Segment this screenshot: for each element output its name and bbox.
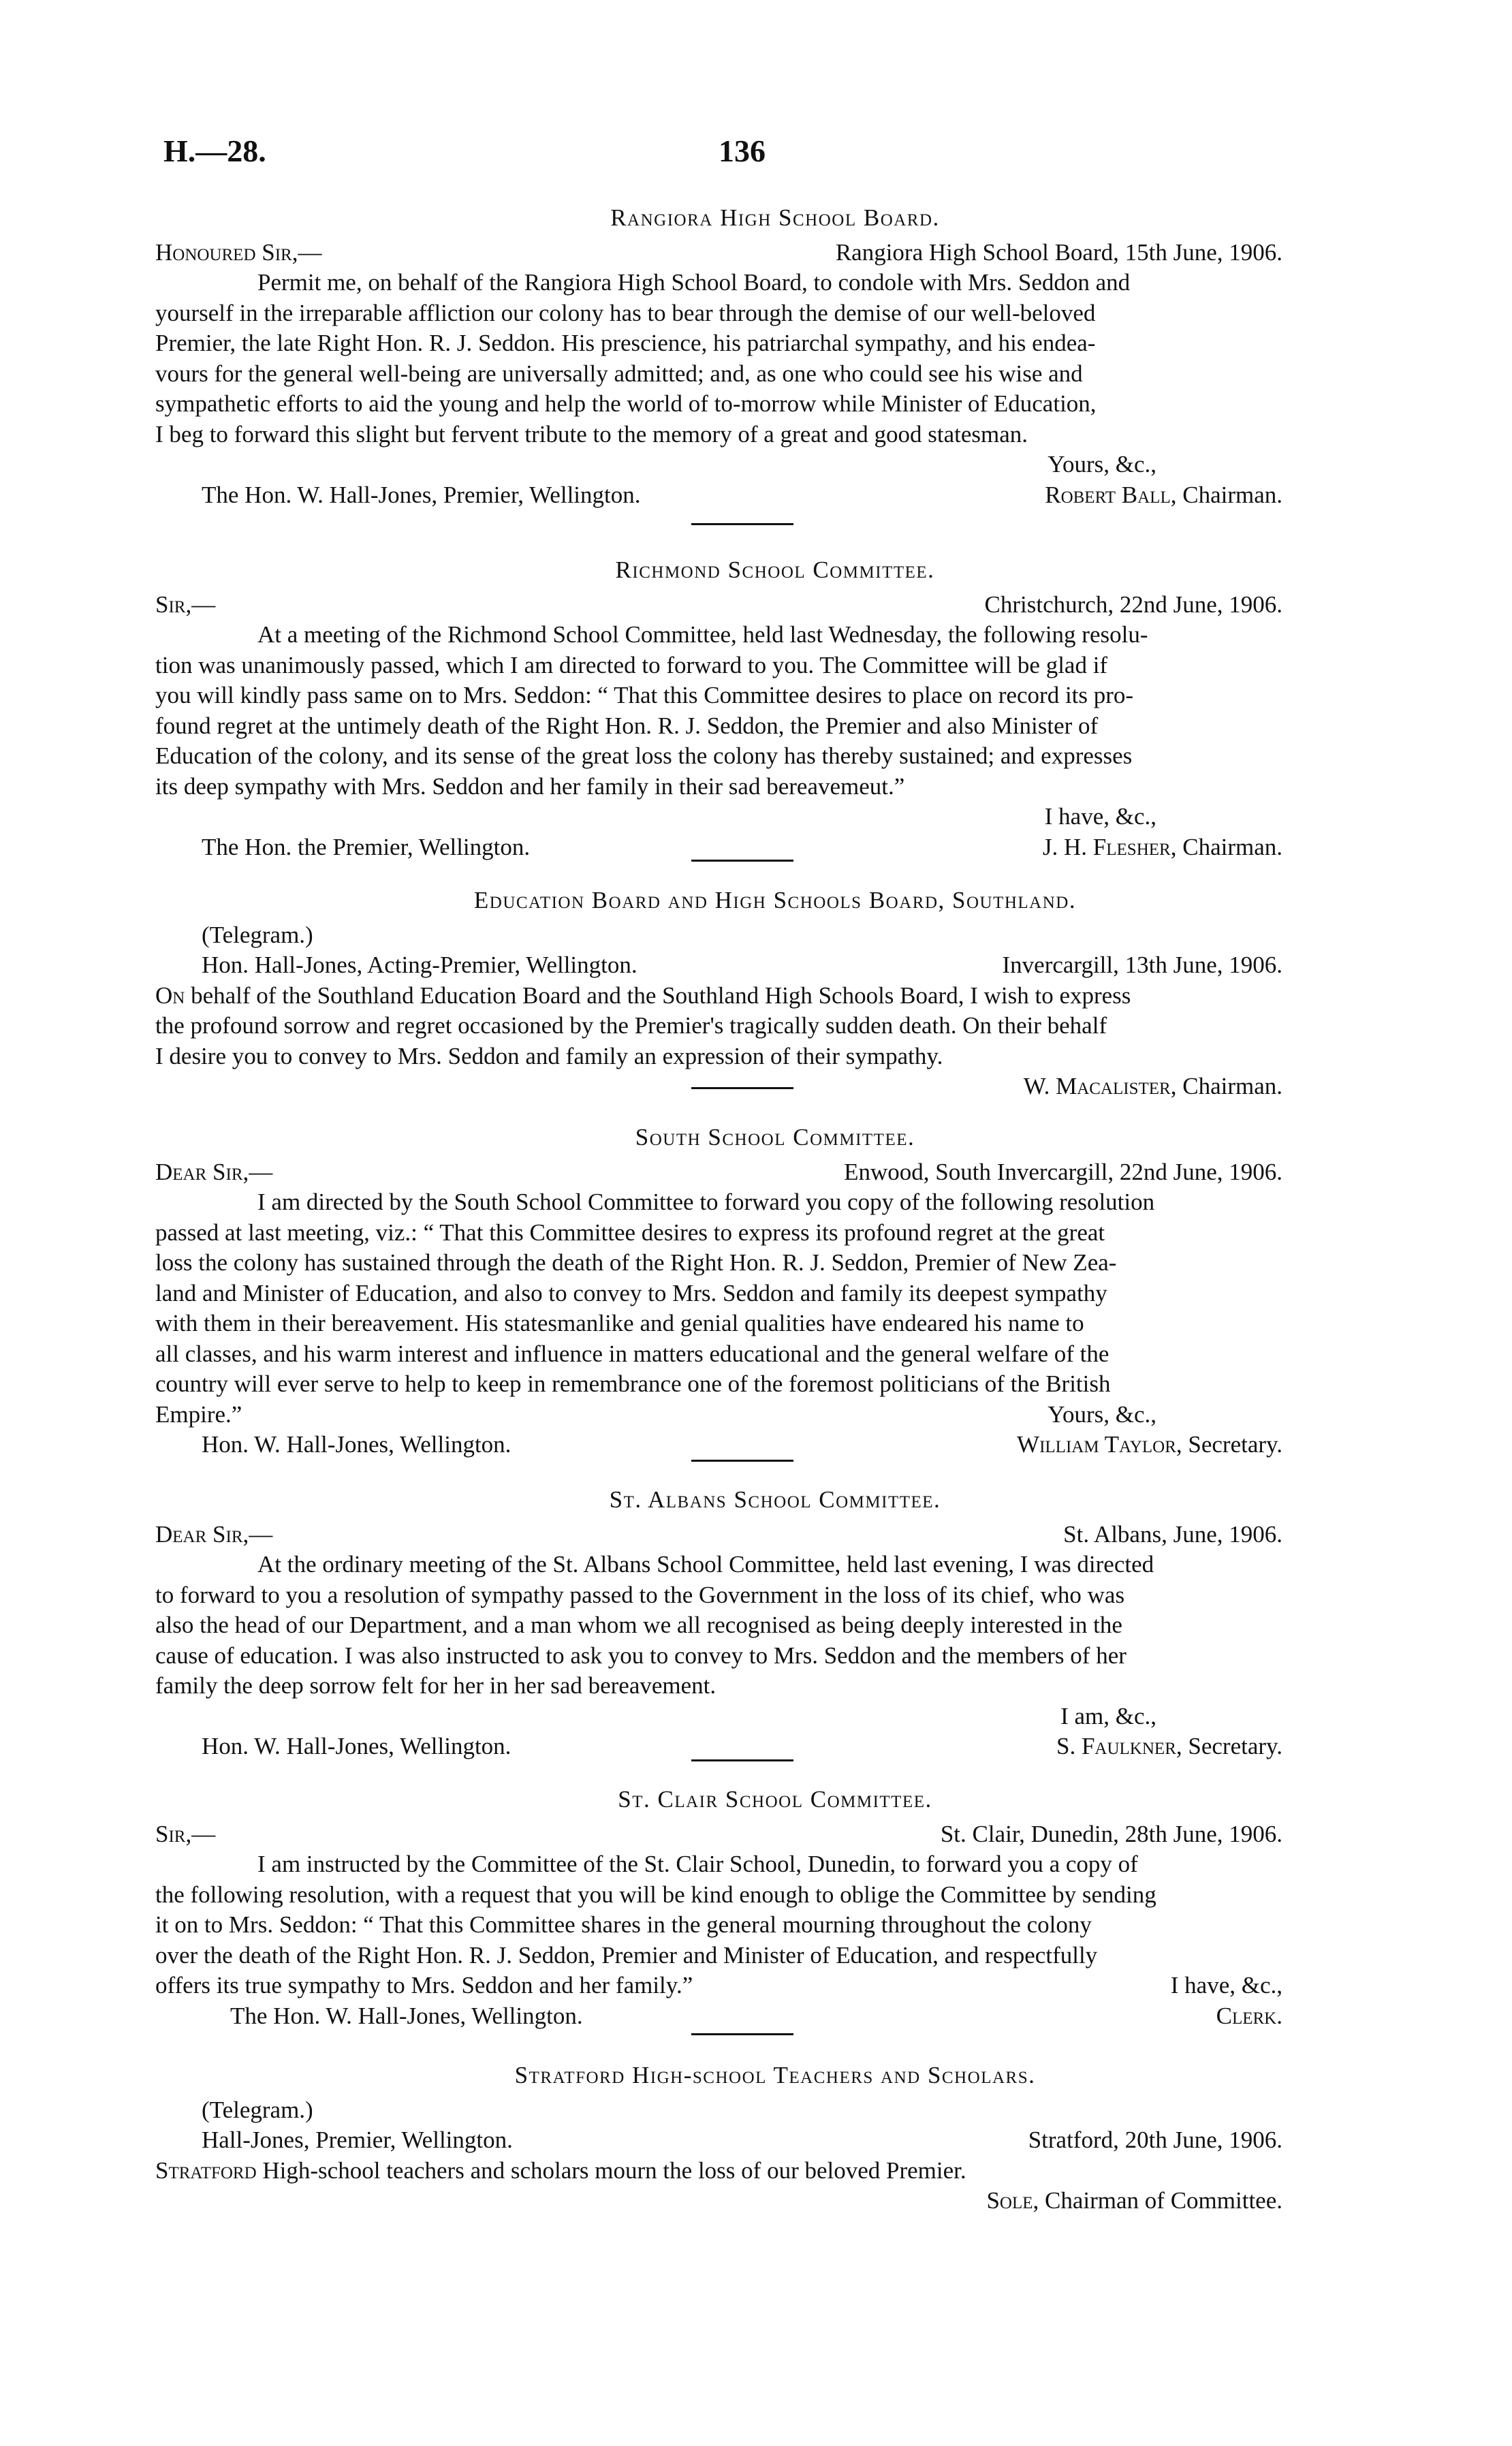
body-line: also the head of our Department, and a man whom we all recognised as being deeply interested in the (155, 1612, 1122, 1638)
salutation: Dear Sir,— (155, 1520, 273, 1548)
body-line: over the death of the Right Hon. R. J. Seddon, Premier and Minister of Education, and respectfully (155, 1941, 1098, 1969)
body-line: I beg to forward this slight but fervent tribute to the memory of a great and good statesman. (155, 420, 1028, 448)
body-lead: On (155, 982, 185, 1009)
place-date: St. Albans, June, 1906. (1063, 1520, 1282, 1548)
body-line: Permit me, on behalf of the Rangiora High School Board, to condole with Mrs. Seddon and (257, 269, 1131, 296)
section-divider (691, 1087, 793, 1089)
body-line: At a meeting of the Richmond School Committee, held last Wednesday, the following resolu- (257, 621, 1148, 648)
signature-row (155, 1430, 1334, 1460)
body-line: land and Minister of Education, and also to convey to Mrs. Seddon and family its deepest sympathy (155, 1279, 1107, 1306)
body-line (155, 981, 1334, 1012)
body-line: you will kindly pass same on to Mrs. Seddon: “ That this Committee desires to place on record its pro- (155, 682, 1134, 708)
place-date: Enwood, South Invercargill, 22nd June, 1906. (844, 1158, 1282, 1185)
body-line: I am directed by the South School Committee to forward you copy of the following resolution (257, 1189, 1155, 1215)
letter-title: St. Clair School Committee. (618, 1786, 932, 1813)
telegram-note: (Telegram.) (202, 2096, 313, 2123)
body-line: the profound sorrow and regret occasioned by the Premier's tragically sudden death. On their behalf (155, 1012, 1107, 1039)
letter-body (155, 268, 1334, 450)
closing: I am, &c., (1060, 1702, 1156, 1729)
signature-row (155, 480, 1334, 511)
signatory-role: Chairman. (1182, 1073, 1282, 1099)
place-date: Rangiora High School Board, 15th June, 1906. (835, 238, 1282, 266)
salutation: Sir,— (155, 1820, 216, 1847)
letter-richmond (155, 555, 1334, 862)
salutation: Dear Sir,— (155, 1158, 273, 1185)
letter-body (155, 981, 1334, 1072)
body-line: sympathetic efforts to aid the young and help the world of to-morrow while Minister of Education, (155, 390, 1097, 417)
address-row (155, 2125, 1334, 2156)
salutation-row (155, 1520, 1334, 1550)
signatory-name: Sole, (986, 2187, 1039, 2214)
section-divider (691, 523, 793, 525)
page-reference: H.—28. (163, 134, 266, 168)
section-divider (691, 860, 793, 862)
address-row (155, 950, 1334, 981)
body-last-line: offers its true sympathy to Mrs. Seddon and her family.” (155, 1972, 693, 1998)
signatory-name: S. Faulkner, (1056, 1733, 1182, 1759)
signature-row (155, 2001, 1334, 2032)
salutation-row (155, 590, 1334, 621)
signature (1045, 480, 1334, 511)
signatory-role: Secretary. (1188, 1733, 1282, 1759)
letter-body (155, 1550, 1334, 1702)
body-line: Premier, the late Right Hon. R. J. Seddon. His prescience, his patriarchal sympathy, and his endea- (155, 330, 1096, 356)
closing: Yours, &c., (1048, 1400, 1156, 1428)
body-lead: Stratford (155, 2157, 257, 2184)
salutation-row (155, 238, 1334, 268)
letter-title: St. Albans School Committee. (609, 1486, 941, 1513)
signature (986, 2186, 1334, 2216)
letter-rangiora (155, 203, 1334, 510)
addressee: The Hon. W. Hall-Jones, Premier, Wellington. (202, 481, 641, 508)
salutation: Sir,— (155, 591, 216, 618)
signature-row (155, 1731, 1334, 1762)
closing: I have, &c., (1044, 803, 1156, 830)
letter-stratford (155, 2060, 1334, 2216)
body-text: High-school teachers and scholars mourn the loss of our beloved Premier. (262, 2157, 966, 2184)
body-line: Education of the colony, and its sense of the great loss the colony has thereby sustained; and expresses (155, 742, 1133, 769)
signature-row (155, 2186, 1334, 2216)
body-line: tion was unanimously passed, which I am directed to forward to you. The Committee will be glad if (155, 651, 1108, 678)
section-divider (691, 1759, 793, 1761)
body-line: yourself in the irreparable affliction our colony has to bear through the demise of our well-beloved (155, 299, 1096, 326)
body-line: I am instructed by the Committee of the St. Clair School, Dunedin, to forward you a copy of (257, 1851, 1138, 1877)
body-last-line: Empire.” (155, 1400, 242, 1428)
signatory-role: Chairman of Committee. (1045, 2187, 1282, 2214)
letter-body (155, 1187, 1334, 1400)
place-date: Stratford, 20th June, 1906. (1028, 2127, 1282, 2153)
place-date: St. Clair, Dunedin, 28th June, 1906. (940, 1820, 1282, 1847)
page-number: 136 (719, 134, 766, 168)
letter-title: Education Board and High Schools Board, Southland. (473, 887, 1077, 913)
signature (1017, 1430, 1334, 1460)
body-line: country will ever serve to help to keep in remembrance one of the foremost politicians of the British (155, 1370, 1111, 1397)
closing-row (155, 1400, 1334, 1430)
body-line: the following resolution, with a request that you will be kind enough to oblige the Committee by sending (155, 1881, 1156, 1908)
addressee: The Hon. W. Hall-Jones, Wellington. (230, 2002, 583, 2029)
place-date: Christchurch, 22nd June, 1906. (984, 591, 1282, 618)
body-line: passed at last meeting, viz.: “ That this Committee desires to express its profound regret at the great (155, 1219, 1105, 1246)
addressee: The Hon. the Premier, Wellington. (202, 833, 531, 860)
body-line: with them in their bereavement. His statesmanlike and genial qualities have endeared his name to (155, 1310, 1084, 1336)
telegram-note: (Telegram.) (202, 921, 313, 948)
letter-body (155, 620, 1334, 802)
addressee: Hon. Hall-Jones, Acting-Premier, Wellington. (202, 952, 637, 978)
body-line: found regret at the untimely death of the Right Hon. R. J. Seddon, the Premier and also Minister of (155, 712, 1099, 739)
closing: I have, &c., (1170, 1972, 1282, 1998)
letter-south-school (155, 1123, 1334, 1460)
closing-row (155, 1971, 1334, 2001)
body-line: I desire you to convey to Mrs. Seddon and family an expression of their sympathy. (155, 1042, 943, 1069)
body-line: its deep sympathy with Mrs. Seddon and her family in their sad bereavemeut.” (155, 772, 905, 800)
body-text: behalf of the Southland Education Board and the Southland High Schools Board, I wish to express (191, 982, 1131, 1009)
place-date: Invercargill, 13th June, 1906. (1002, 952, 1282, 978)
signature (1024, 1071, 1334, 1102)
signatory-name: Clerk. (1216, 2002, 1282, 2029)
letter-st-albans (155, 1485, 1334, 1762)
body-line: all classes, and his warm interest and influence in matters educational and the general welfare of the (155, 1340, 1109, 1367)
signatory-role: Chairman. (1182, 833, 1282, 860)
body-line: to forward to you a resolution of sympathy passed to the Government in the loss of its chief, who was (155, 1581, 1125, 1608)
section-divider (691, 1460, 793, 1462)
section-divider (691, 2033, 793, 2035)
signatory-role: Secretary. (1188, 1431, 1282, 1458)
letter-body (155, 1849, 1334, 1971)
letter-body (155, 2156, 1334, 2186)
letter-title: Richmond School Committee. (615, 556, 935, 583)
page-header (163, 133, 1362, 174)
signatory-name: William Taylor, (1017, 1431, 1182, 1458)
body-line: cause of education. I was also instructed to ask you to convey to Mrs. Seddon and the members of her (155, 1642, 1127, 1669)
body-line: it on to Mrs. Seddon: “ That this Committee shares in the general mourning throughout the colony (155, 1911, 1092, 1938)
body-line: loss the colony has sustained through the death of the Right Hon. R. J. Seddon, Premier of New Zea- (155, 1249, 1117, 1276)
letter-title: Rangiora High School Board. (610, 204, 940, 231)
salutation: Honoured Sir,— (155, 238, 322, 266)
signatory-name: W. Macalister, (1023, 1073, 1177, 1099)
body-line: vours for the general well-being are universally admitted; and, as one who could see his wise and (155, 360, 1083, 387)
signatory-name: Robert Ball, (1045, 481, 1177, 508)
signature (1043, 832, 1334, 863)
letter-st-clair (155, 1785, 1334, 2031)
closing: Yours, &c., (1048, 451, 1156, 477)
signature (1056, 1731, 1334, 1762)
letter-title: Stratford High-school Teachers and Scholars. (514, 2062, 1036, 2088)
addressee: Hall-Jones, Premier, Wellington. (202, 2127, 513, 2153)
body-line: At the ordinary meeting of the St. Albans School Committee, held last evening, I was directed (257, 1551, 1154, 1578)
body-line: family the deep sorrow felt for her in her sad bereavement. (155, 1672, 716, 1699)
signatory-role: Chairman. (1182, 481, 1282, 508)
signature-row (155, 832, 1334, 863)
addressee: Hon. W. Hall-Jones, Wellington. (202, 1431, 511, 1458)
salutation-row (155, 1819, 1334, 1850)
salutation-row (155, 1157, 1334, 1188)
signatory-name: J. H. Flesher, (1042, 833, 1177, 860)
letter-southland (155, 885, 1334, 1102)
letter-title: South School Committee. (635, 1124, 915, 1150)
addressee: Hon. W. Hall-Jones, Wellington. (202, 1733, 511, 1759)
